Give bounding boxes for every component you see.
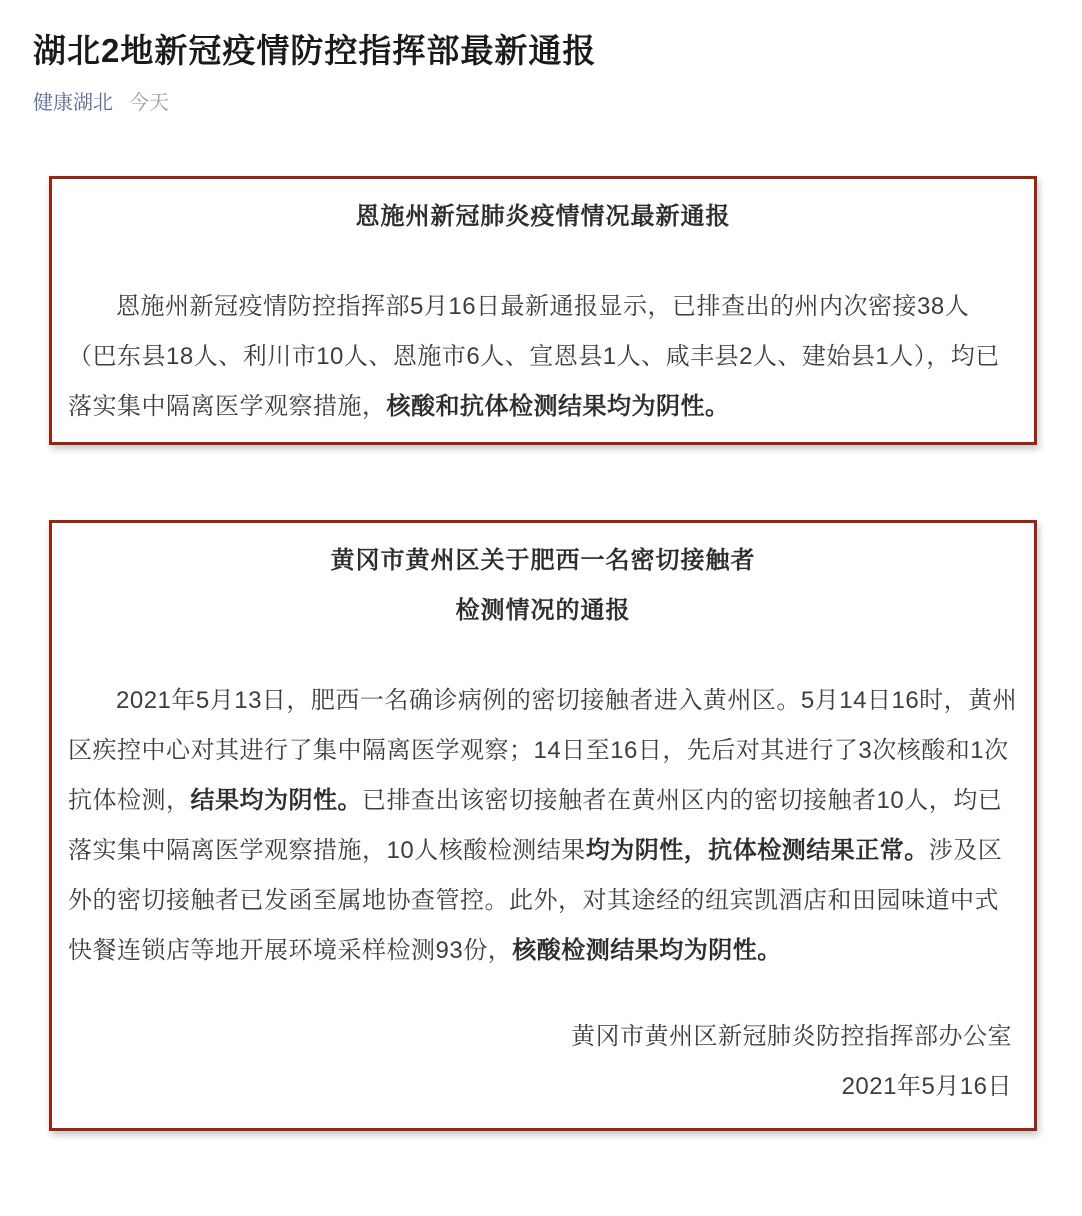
notice1-title: 恩施州新冠肺炎疫情情况最新通报	[355, 203, 731, 230]
notice2-paragraph	[68, 676, 1018, 976]
signature-date: 2021年5月16日	[841, 1073, 1012, 1100]
source-account-link[interactable]: 健康湖北	[33, 92, 113, 114]
notice2-seg3: 已排查出该密切接触者在黄州区内的密切接触者10人，均已落实集中隔离医学观察措施，10人核酸检测结果	[68, 787, 1003, 864]
signature-block	[68, 1012, 1018, 1112]
notice2-seg4-bold: 均为阴性，抗体检测结果正常。	[585, 837, 929, 864]
notice2-seg2-bold: 结果均为阴性。	[190, 787, 362, 814]
notice2-title-line1: 黄冈市黄州区关于肥西一名密切接触者	[330, 547, 756, 574]
notice2-seg5: 涉及区外的密切接触者已发函至属地协查管控。此外，对其途经的纽宾凯酒店和田园味道中式快餐连锁店等地开展环境采样检测93份，	[68, 837, 1003, 964]
notice2-title-line2: 检测情况的通报	[455, 597, 631, 624]
notice-box-enshi	[49, 176, 1037, 445]
publish-date: 今天	[129, 92, 169, 114]
signature-office: 黄冈市黄州区新冠肺炎防控指挥部办公室	[571, 1023, 1012, 1050]
notice1-text-bold: 核酸和抗体检测结果均为阴性。	[386, 393, 730, 420]
notice1-paragraph	[68, 282, 1018, 432]
notice-box-huanggang	[49, 520, 1037, 1131]
notice2-seg1: 2021年5月13日，肥西一名确诊病例的密切接触者进入黄州区。5月14日16时，黄州区疾控中心对其进行了集中隔离医学观察；14日至16日，先后对其进行了3次核酸和1次抗体检测，	[68, 687, 1018, 814]
notice1-text-normal: 恩施州新冠疫情防控指挥部5月16日最新通报显示，已排查出的州内次密接38人（巴东县18人、利川市10人、恩施市6人、宣恩县1人、咸丰县2人、建始县1人），均已落实集中隔离医学观察措施，	[68, 293, 1000, 420]
article-title: 湖北2地新冠疫情防控指挥部最新通报	[33, 32, 597, 69]
byline	[33, 90, 1037, 116]
notice2-seg6-bold: 核酸检测结果均为阴性。	[512, 937, 782, 964]
